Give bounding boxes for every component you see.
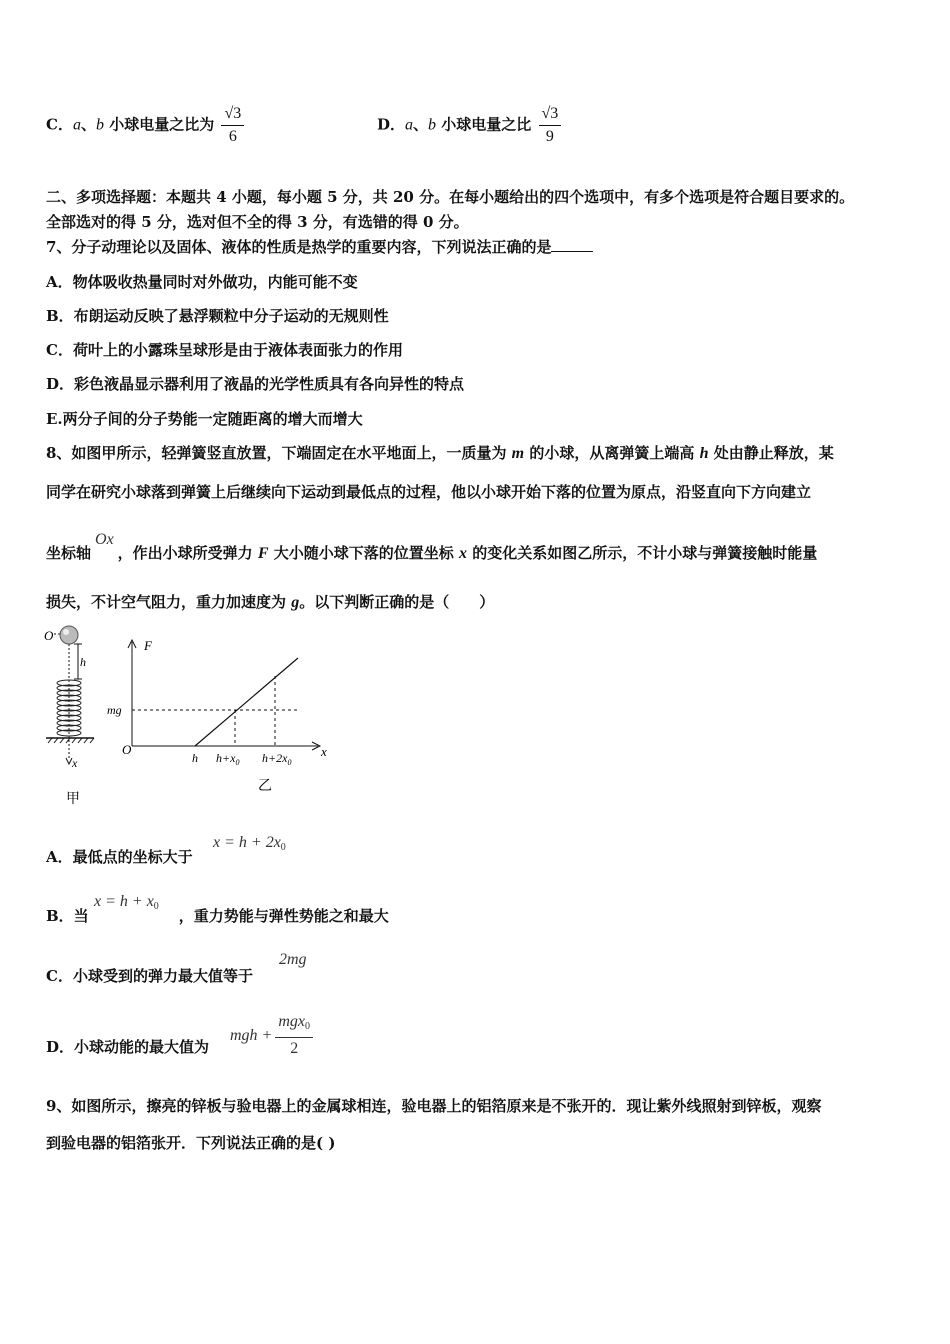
option-text: ，重力势能与弹性势能之和最大 (178, 907, 389, 925)
var-F: F (257, 545, 269, 562)
formula-text: mgh + (230, 1027, 273, 1044)
var-b: b (428, 116, 437, 134)
x-axis-label: x (321, 744, 327, 759)
mg-label: mg (107, 703, 122, 717)
tick-h-2x0-text: h+2x (262, 751, 288, 765)
var-a: a (405, 116, 414, 134)
formula-c: 2mg (279, 951, 307, 968)
option-text: A．最低点的坐标大于 (46, 848, 193, 866)
var-a: a (72, 116, 81, 134)
q7-stem (46, 236, 593, 257)
x-label-jia: x (72, 756, 78, 770)
tick-h-x0 (216, 751, 239, 767)
q8-figure (40, 622, 340, 812)
q7-option-b: B．布朗运动反映了悬浮颗粒中分子运动的无规则性 (46, 307, 389, 325)
tick-sub: 0 (287, 758, 292, 767)
answer-blank (551, 237, 593, 252)
option-text: D．小球动能的最大值为 (46, 1038, 210, 1056)
text: 大小随小球下落的位置坐标 (268, 544, 460, 562)
var-h: h (699, 445, 709, 462)
option-text: C．小球受到的弹力最大值等于 (46, 967, 253, 985)
text: 8、如图甲所示，轻弹簧竖直放置，下端固定在水平地面上，一质量为 (46, 444, 512, 462)
var-m: m (511, 445, 525, 462)
figure-jia (44, 626, 94, 807)
q8-line4 (46, 591, 494, 612)
tick-h-x0-text: h+x (216, 751, 236, 765)
num-text: mgx (278, 1013, 306, 1030)
q9-line1: 9、如图所示，擦亮的锌板与验电器上的金属球相连，验电器上的铝箔原来是不张开的．现让紫外线照射到锌板，观察 (46, 1097, 822, 1115)
numerator (275, 1012, 313, 1038)
num-sub: 0 (305, 1021, 311, 1032)
formula-text: x = h + 2x (213, 834, 281, 851)
q6-option-d (377, 103, 561, 148)
option-label: C． (46, 115, 73, 134)
q9-line2: 到验电器的铝箔张开．下列说法正确的是( ) (46, 1134, 336, 1152)
ball (60, 626, 78, 644)
tick-sub: 0 (235, 758, 240, 767)
section2-line2: 全部选对的得 5 分，选对但不全的得 3 分，有选错的得 0 分。 (46, 213, 469, 231)
origin-label: O (44, 628, 54, 643)
text: 的变化关系如图乙所示，不计小球与弹簧接触时能量 (467, 544, 818, 562)
formula-text: x = h + x (94, 893, 154, 910)
q7-option-e: E.两分子间的分子势能一定随距离的增大而增大 (46, 410, 363, 428)
fraction-sqrt3-9 (539, 103, 562, 148)
text: ，作出小球所受弹力 (117, 544, 258, 562)
tick-h: h (192, 751, 198, 765)
q7-option-d: D．彩色液晶显示器利用了液晶的光学性质具有各向异性的特点 (46, 375, 465, 393)
option-text: 小球电量之比为 (103, 115, 215, 134)
q8-option-d (46, 1036, 209, 1057)
q8-line3 (46, 531, 818, 563)
caption-yi: 乙 (258, 779, 272, 794)
q7-option-c: C．荷叶上的小露珠呈球形是由于液体表面张力的作用 (46, 341, 403, 359)
var-g: g (291, 594, 300, 611)
text: 的小球，从离弹簧上端高 (524, 444, 700, 462)
text: 损失，不计空气阻力，重力加速度为 (46, 593, 292, 611)
section2-line1: 二、多项选择题：本题共 4 小题，每小题 5 分，共 20 分。在每小题给出的四个选项中，有多个选项是符合题目要求的。 (46, 188, 855, 206)
denominator: 9 (545, 128, 554, 145)
formula-d-fraction (275, 1012, 313, 1060)
q7-option-a: A．物体吸收热量同时对外做功，内能可能不变 (46, 273, 358, 291)
q6-option-c (46, 103, 244, 148)
q8-line2: 同学在研究小球落到弹簧上后继续向下运动到最低点的过程，他以小球开始下落的位置为原点，沿竖直向下方向建立 (46, 483, 812, 501)
graph-origin: O (122, 742, 132, 757)
h-label: h (80, 655, 86, 669)
text: 坐标轴 (46, 544, 92, 562)
option-label: D． (377, 115, 406, 134)
var-x: x (459, 545, 468, 562)
formula-sub: 0 (153, 901, 159, 912)
numerator: √3 (539, 103, 562, 126)
formula-sub: 0 (280, 842, 286, 853)
option-text: 小球电量之比 (436, 115, 532, 134)
F-axis-label: F (144, 638, 152, 653)
q7-stem-text: 7、分子动理论以及固体、液体的性质是热学的重要内容，下列说法正确的是 (46, 238, 552, 256)
q8-option-a (46, 846, 193, 867)
numerator: √3 (221, 103, 244, 126)
ball-highlight (63, 629, 69, 635)
formula-d (230, 1012, 313, 1060)
separator: 、 (413, 115, 429, 134)
formula-a (213, 834, 286, 853)
fraction-sqrt3-6 (221, 103, 244, 148)
separator: 、 (80, 115, 96, 134)
formula-b (94, 893, 159, 912)
option-text: B．当 (46, 907, 89, 925)
denominator: 6 (228, 128, 237, 145)
q8-option-c (46, 965, 253, 986)
var-ox: Ox (95, 531, 114, 548)
figure-yi (107, 638, 327, 794)
text: 。以下判断正确的是（ ） (299, 593, 495, 611)
var-b: b (95, 116, 104, 134)
tick-h-2x0 (262, 751, 291, 767)
text: 处由静止释放，某 (708, 444, 834, 462)
F-line (195, 658, 298, 746)
denominator: 2 (290, 1040, 299, 1057)
q8-line1 (46, 442, 834, 463)
caption-jia: 甲 (66, 792, 80, 807)
